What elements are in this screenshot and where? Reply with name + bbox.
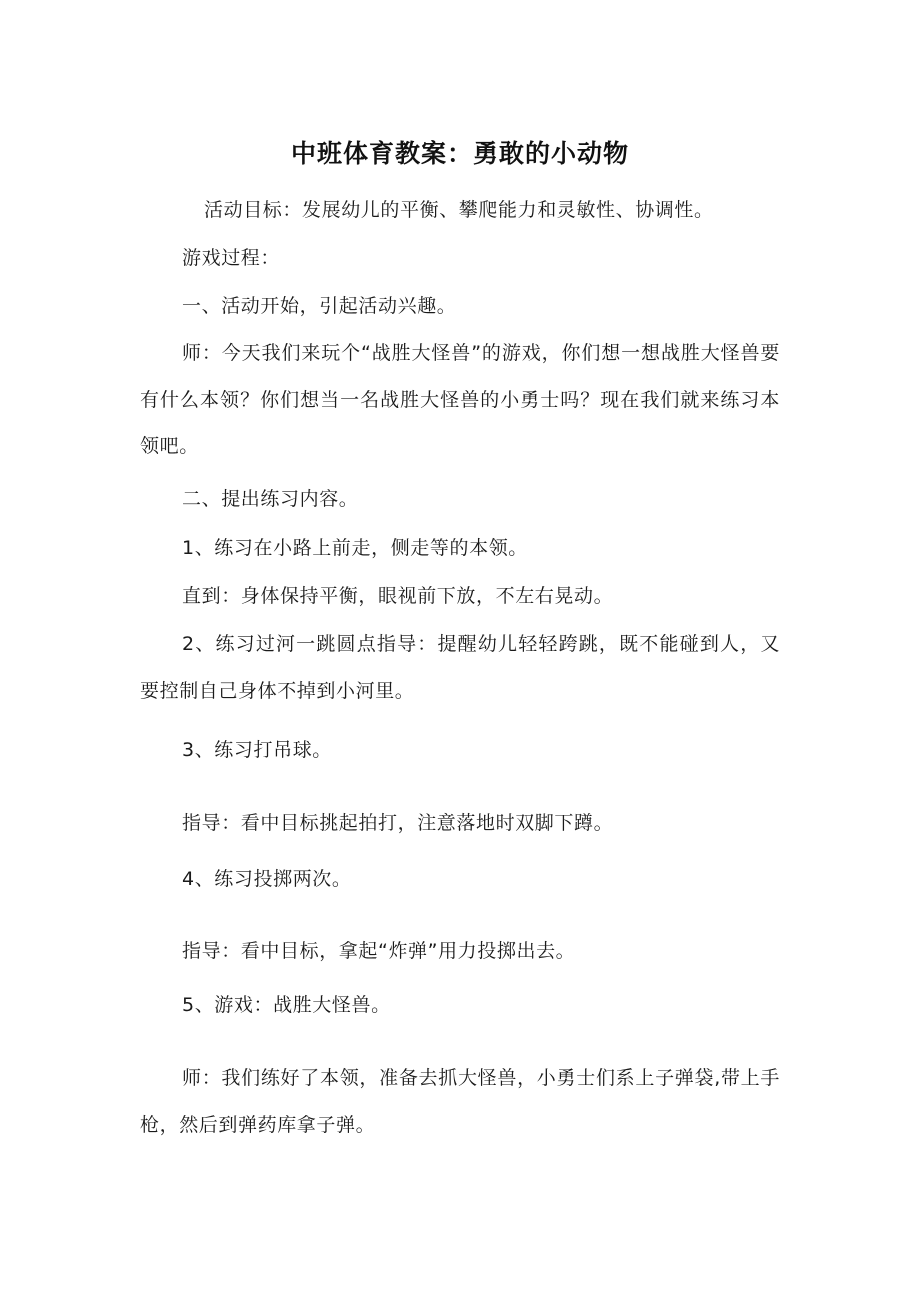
paragraph-practice-4: 4、练习投掷两次。 <box>182 868 352 890</box>
paragraph-teacher-closing: 师：我们练好了本领，准备去抓大怪兽，小勇士们系上子弹袋,带上手枪，然后到弹药库拿子弹。 <box>140 1067 780 1136</box>
paragraph-game-process: 游戏过程： <box>182 247 281 269</box>
paragraph-practice-1: 1、练习在小路上前走，侧走等的本领。 <box>182 537 528 559</box>
paragraph-guidance-4: 指导：看中目标，拿起“炸弹”用力投掷出去。 <box>182 940 576 962</box>
paragraph-game-5: 5、游戏：战胜大怪兽。 <box>182 994 391 1016</box>
paragraph-section-one: 一、活动开始，引起活动兴趣。 <box>182 295 457 317</box>
paragraph-practice-3: 3、练习打吊球。 <box>182 739 332 761</box>
paragraph-activity-goal: 活动目标：发展幼儿的平衡、攀爬能力和灵敏性、协调性。 <box>204 199 714 221</box>
paragraph-practice-2: 2、练习过河一跳圆点指导：提醒幼儿轻轻跨跳，既不能碰到人，又要控制自己身体不掉到小河里。 <box>140 633 780 702</box>
paragraph-guidance-1: 直到：身体保持平衡，眼视前下放，不左右晃动。 <box>182 585 614 607</box>
paragraph-teacher-intro: 师：今天我们来玩个“战胜大怪兽”的游戏，你们想一想战胜大怪兽要有什么本领？你们想当一名战胜大怪兽的小勇士吗？现在我们就来练习本领吧。 <box>140 342 780 457</box>
paragraph-guidance-3: 指导：看中目标挑起拍打，注意落地时双脚下蹲。 <box>182 812 614 834</box>
paragraph-section-two: 二、提出练习内容。 <box>182 488 359 510</box>
document-title: 中班体育教案：勇敢的小动物 <box>290 139 629 168</box>
